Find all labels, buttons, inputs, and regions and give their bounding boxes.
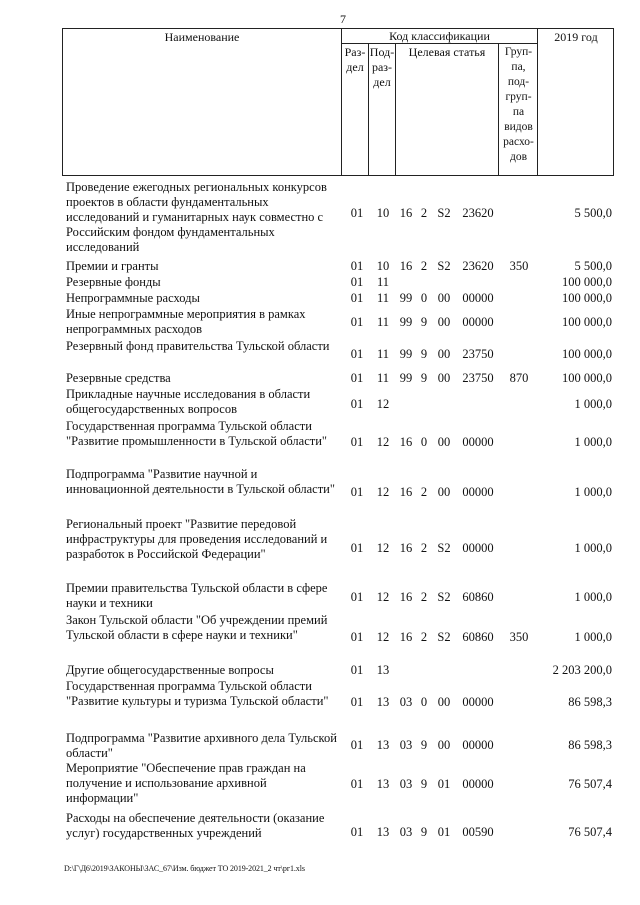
- row-code-pr: 13: [376, 738, 390, 752]
- row-code-rz: 01: [350, 541, 364, 555]
- row-code-t1: 16: [399, 259, 413, 273]
- row-name: Подпрограмма "Развитие научной и инновационной деятельности в Тульской области": [66, 467, 335, 496]
- row-amount: 1 000,0: [574, 435, 612, 449]
- row-code-t2: 9: [420, 315, 428, 329]
- row-code-t4: 60860: [462, 590, 494, 604]
- row-name: Государственная программа Тульской области "Развитие промышленности в Тульской области": [66, 419, 328, 448]
- row-name: Подпрограмма "Развитие архивного дела Тульской области": [66, 731, 337, 760]
- row-code-t1: 16: [399, 541, 413, 555]
- row-code-rz: 01: [350, 315, 364, 329]
- row-code-pr: 10: [376, 259, 390, 273]
- row-code-vr: 350: [509, 259, 529, 273]
- row-code-rz: 01: [350, 371, 364, 385]
- row-code-t3: 01: [437, 825, 451, 839]
- row-code-t1: 16: [399, 435, 413, 449]
- row-code-t1: 16: [399, 630, 413, 644]
- row-code-t2: 0: [420, 435, 428, 449]
- row-code-t1: 99: [399, 315, 413, 329]
- row-code-pr: 11: [376, 371, 390, 385]
- row-code-t2: 9: [420, 371, 428, 385]
- row-name: Иные непрограммные мероприятия в рамках непрограммных расходов: [66, 307, 306, 336]
- row-name: Государственная программа Тульской области "Развитие культуры и туризма Тульской области": [66, 679, 329, 708]
- file-path: D:\Г\Д6\2019\ЗАКОНЫ\ЗАС_67\Изм. бюджет ТО 2019-2021_2 чт\рг1.xls: [64, 864, 305, 873]
- row-code-pr: 12: [376, 435, 390, 449]
- row-code-t2: 2: [420, 259, 428, 273]
- row-code-t4: 00000: [462, 695, 494, 709]
- row-code-t4: 00000: [462, 738, 494, 752]
- row-code-t3: 00: [437, 371, 451, 385]
- row-code-rz: 01: [350, 630, 364, 644]
- row-code-t1: 16: [399, 590, 413, 604]
- row-code-t4: 00000: [462, 315, 494, 329]
- row-code-t2: 0: [420, 695, 428, 709]
- row-code-t3: 00: [437, 435, 451, 449]
- row-name: Премии правительства Тульской области в сфере науки и техники: [66, 581, 328, 610]
- row-code-vr: 870: [509, 371, 529, 385]
- row-amount: 1 000,0: [574, 541, 612, 555]
- row-amount: 100 000,0: [562, 275, 612, 289]
- row-amount: 1 000,0: [574, 630, 612, 644]
- row-name: Резервные средства: [66, 371, 171, 385]
- row-code-pr: 13: [376, 777, 390, 791]
- row-code-rz: 01: [350, 291, 364, 305]
- header-name: Наименование: [164, 30, 240, 44]
- row-name: Проведение ежегодных региональных конкурсов проектов в области фундаментальных исследований и гуманитарных наук совместно с Российским фондом фундаментальных исследований: [66, 180, 327, 254]
- row-code-rz: 01: [350, 695, 364, 709]
- row-code-t1: 99: [399, 371, 413, 385]
- row-code-rz: 01: [350, 485, 364, 499]
- row-code-t2: 2: [420, 541, 428, 555]
- row-code-pr: 11: [376, 315, 390, 329]
- row-code-t4: 00000: [462, 435, 494, 449]
- row-name: Региональный проект "Развитие передовой инфраструктуры для проведения исследований и разработок в Российской Федерации": [66, 517, 328, 561]
- row-code-pr: 10: [376, 206, 390, 220]
- row-code-pr: 11: [376, 291, 390, 305]
- row-code-rz: 01: [350, 777, 364, 791]
- row-code-t3: S2: [437, 630, 451, 644]
- row-code-rz: 01: [350, 738, 364, 752]
- row-code-t2: 9: [420, 825, 428, 839]
- row-code-t4: 23750: [462, 371, 494, 385]
- row-code-t4: 00590: [462, 825, 494, 839]
- row-code-t3: S2: [437, 541, 451, 555]
- row-code-pr: 12: [376, 541, 390, 555]
- row-code-t3: S2: [437, 259, 451, 273]
- row-code-t2: 9: [420, 738, 428, 752]
- row-code-t4: 60860: [462, 630, 494, 644]
- row-code-rz: 01: [350, 347, 364, 361]
- row-amount: 2 203 200,0: [552, 663, 612, 677]
- row-name: Мероприятие "Обеспечение прав граждан на получение и использование архивной информации": [66, 761, 306, 805]
- row-code-t2: 2: [420, 485, 428, 499]
- row-amount: 76 507,4: [568, 777, 612, 791]
- row-amount: 1 000,0: [574, 397, 612, 411]
- row-code-t3: 01: [437, 777, 451, 791]
- row-amount: 1 000,0: [574, 590, 612, 604]
- row-code-t3: 00: [437, 315, 451, 329]
- row-name: Резервные фонды: [66, 275, 161, 289]
- row-name: Закон Тульской области "Об учреждении премий Тульской области в сфере науки и техники": [66, 613, 328, 642]
- row-name: Прикладные научные исследования в области общегосударственных вопросов: [66, 387, 311, 416]
- row-code-rz: 01: [350, 663, 364, 677]
- row-code-t2: 2: [420, 630, 428, 644]
- row-code-t4: 23620: [462, 206, 494, 220]
- row-code-t4: 00000: [462, 777, 494, 791]
- row-code-pr: 13: [376, 663, 390, 677]
- row-code-t1: 03: [399, 825, 413, 839]
- row-code-pr: 13: [376, 825, 390, 839]
- row-code-t2: 9: [420, 347, 428, 361]
- row-code-pr: 12: [376, 630, 390, 644]
- row-amount: 100 000,0: [562, 315, 612, 329]
- row-code-t3: 00: [437, 485, 451, 499]
- row-code-t3: S2: [437, 206, 451, 220]
- row-code-rz: 01: [350, 259, 364, 273]
- row-amount: 76 507,4: [568, 825, 612, 839]
- header-year: 2019 год: [554, 30, 598, 44]
- row-code-pr: 13: [376, 695, 390, 709]
- row-code-t3: 00: [437, 738, 451, 752]
- header-group: Груп- па, под- груп- па видов расхо- дов: [503, 46, 534, 163]
- row-code-t1: 03: [399, 777, 413, 791]
- row-code-rz: 01: [350, 397, 364, 411]
- row-amount: 86 598,3: [568, 738, 612, 752]
- row-code-t1: 16: [399, 206, 413, 220]
- row-amount: 86 598,3: [568, 695, 612, 709]
- row-code-t4: 00000: [462, 541, 494, 555]
- row-code-t3: 00: [437, 695, 451, 709]
- header-code: Код классификации: [389, 29, 490, 43]
- row-code-pr: 12: [376, 397, 390, 411]
- row-code-rz: 01: [350, 590, 364, 604]
- row-code-t2: 9: [420, 777, 428, 791]
- row-code-rz: 01: [350, 435, 364, 449]
- header-target: Целевая статья: [408, 45, 486, 59]
- page-number: 7: [340, 12, 346, 26]
- row-amount: 100 000,0: [562, 371, 612, 385]
- row-name: Расходы на обеспечение деятельности (оказание услуг) государственных учреждений: [66, 811, 325, 840]
- row-code-t2: 2: [420, 590, 428, 604]
- row-code-t4: 00000: [462, 485, 494, 499]
- row-code-t4: 00000: [462, 291, 494, 305]
- row-code-vr: 350: [509, 630, 529, 644]
- header-podrazdel: Под- раз- дел: [369, 45, 395, 89]
- row-code-rz: 01: [350, 825, 364, 839]
- row-code-t3: 00: [437, 291, 451, 305]
- row-code-pr: 12: [376, 485, 390, 499]
- row-amount: 5 500,0: [574, 259, 612, 273]
- row-amount: 100 000,0: [562, 291, 612, 305]
- row-code-t2: 0: [420, 291, 428, 305]
- row-code-t4: 23620: [462, 259, 494, 273]
- row-code-t3: 00: [437, 347, 451, 361]
- row-amount: 1 000,0: [574, 485, 612, 499]
- row-code-pr: 11: [376, 347, 390, 361]
- row-code-t1: 03: [399, 738, 413, 752]
- row-code-t2: 2: [420, 206, 428, 220]
- table-header: [62, 28, 614, 176]
- row-amount: 5 500,0: [574, 206, 612, 220]
- row-name: Резервный фонд правительства Тульской области: [66, 339, 330, 353]
- row-name: Другие общегосударственные вопросы: [66, 663, 274, 677]
- row-code-pr: 11: [376, 275, 390, 289]
- row-name: Премии и гранты: [66, 259, 159, 273]
- row-name: Непрограммные расходы: [66, 291, 200, 305]
- row-code-t1: 16: [399, 485, 413, 499]
- row-code-t1: 99: [399, 291, 413, 305]
- row-code-pr: 12: [376, 590, 390, 604]
- row-code-rz: 01: [350, 206, 364, 220]
- row-code-t4: 23750: [462, 347, 494, 361]
- header-razdel: Раз- дел: [344, 45, 366, 74]
- row-amount: 100 000,0: [562, 347, 612, 361]
- row-code-t1: 03: [399, 695, 413, 709]
- row-code-t3: S2: [437, 590, 451, 604]
- row-code-rz: 01: [350, 275, 364, 289]
- row-code-t1: 99: [399, 347, 413, 361]
